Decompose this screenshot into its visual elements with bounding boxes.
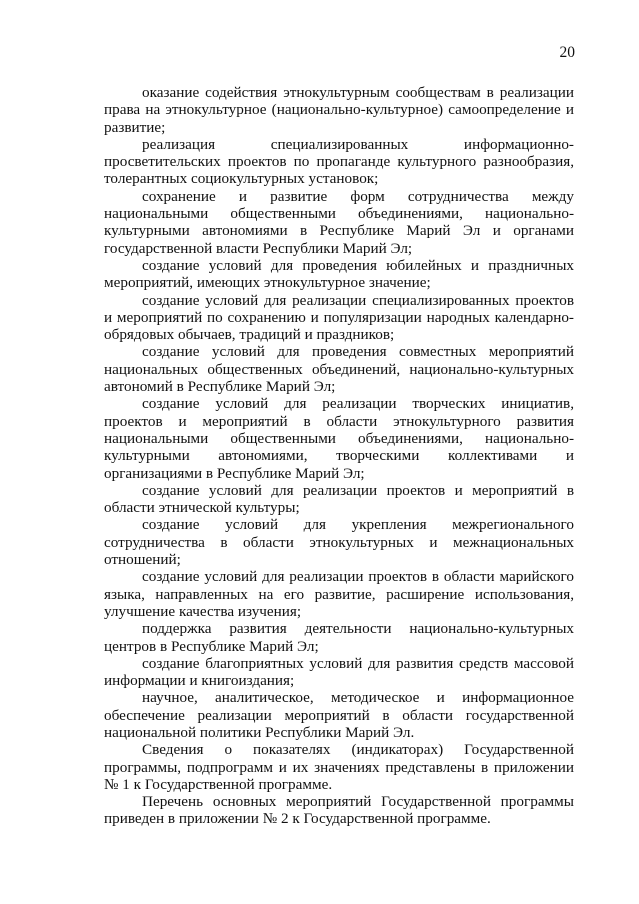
- paragraph-1: оказание содействия этнокультурным сообществам в реализации права на этнокультурное (национально-культурное) самоопределение и развитие;: [104, 84, 574, 136]
- paragraph-13: научное, аналитическое, методическое и информационное обеспечение реализации мероприятий в области государственной национальной политики Республики Марий Эл.: [104, 689, 574, 741]
- paragraph-11: поддержка развития деятельности национально-культурных центров в Республике Марий Эл;: [104, 620, 574, 655]
- paragraph-15: Перечень основных мероприятий Государственной программы приведен в приложении № 2 к Государственной программе.: [104, 793, 574, 828]
- page-number: 20: [559, 44, 575, 61]
- paragraph-10: создание условий для реализации проектов в области марийского языка, направленных на его развитие, расширение использования, улучшение качества изучения;: [104, 568, 574, 620]
- paragraph-14: Сведения о показателях (индикаторах) Государственной программы, подпрограмм и их значениях представлены в приложении № 1 к Государственной программе.: [104, 741, 574, 793]
- paragraph-7: создание условий для реализации творческих инициатив, проектов и мероприятий в области этнокультурного развития национальными общественными объединениями, национально-культурными автономиями, творческими коллективами и организациями в Республике Марий Эл;: [104, 395, 574, 482]
- paragraph-12: создание благоприятных условий для развития средств массовой информации и книгоиздания;: [104, 654, 574, 690]
- paragraph-4: создание условий для проведения юбилейных и праздничных мероприятий, имеющих этнокультурное значение;: [104, 256, 574, 292]
- paragraph-8: создание условий для реализации проектов и мероприятий в области этнической культуры;: [104, 481, 574, 517]
- paragraph-6: создание условий для проведения совместных мероприятий национальных общественных объединений, национально-культурных автономий в Республике Марий Эл;: [104, 343, 574, 396]
- paragraph-5: создание условий для реализации специализированных проектов и мероприятий по сохранению и популяризации народных календарно-обрядовых обычаев, традиций и праздников;: [104, 291, 574, 344]
- paragraph-9: создание условий для укрепления межрегионального сотрудничества в области этнокультурных и межнациональных отношений;: [104, 516, 574, 569]
- paragraph-2: реализация специализированных информационно-просветительских проектов по пропаганде культурного разнообразия, толерантных социокультурных установок;: [104, 135, 574, 188]
- document-body: [104, 84, 574, 828]
- paragraph-3: сохранение и развитие форм сотрудничества между национальными общественными объединениями, национально-культурными автономиями в Республике Марий Эл и органами государственной власти Республики Марий Эл;: [104, 187, 574, 257]
